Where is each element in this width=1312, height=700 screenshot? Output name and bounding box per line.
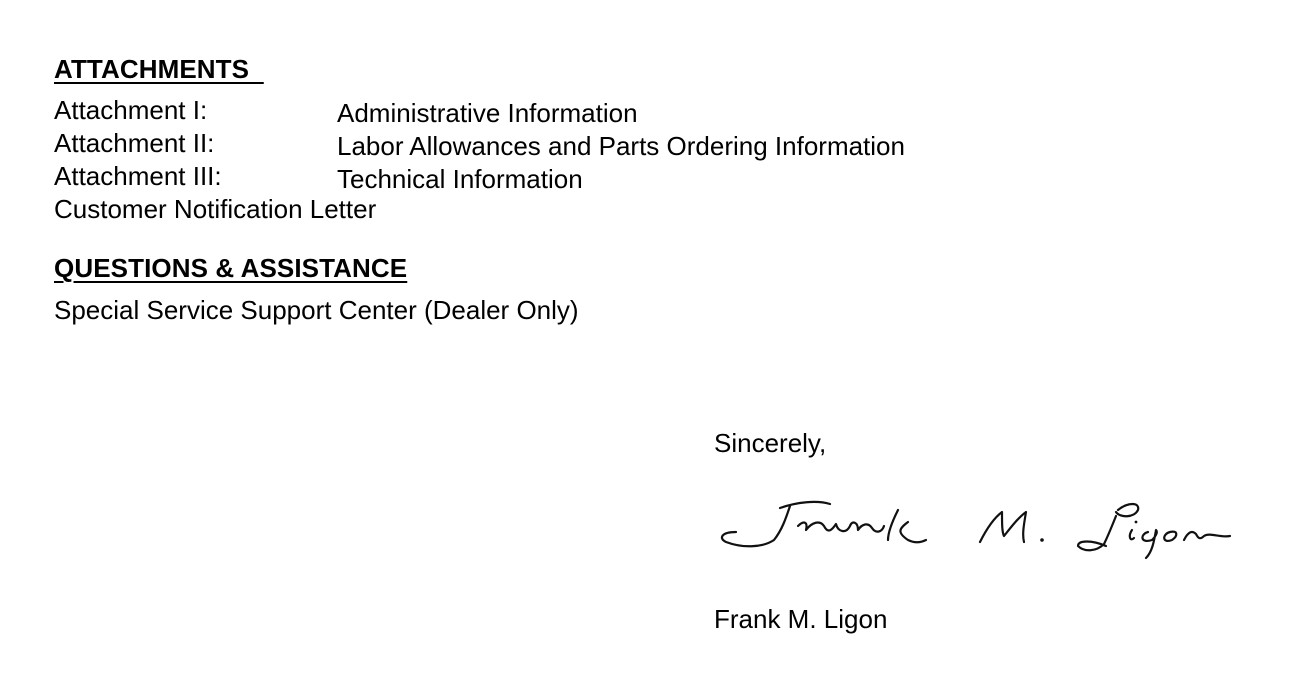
attachment-description: Labor Allowances and Parts Ordering Information — [337, 131, 905, 161]
attachment-label: Attachment II: — [54, 128, 215, 158]
signer-name: Frank M. Ligon — [714, 604, 888, 634]
attachment-label: Attachment III: — [54, 161, 222, 191]
attachment-description: Administrative Information — [337, 98, 638, 128]
attachment-description: Technical Information — [337, 164, 583, 194]
handwritten-signature — [712, 496, 1242, 576]
customer-notification-letter: Customer Notification Letter — [54, 194, 377, 224]
closing-salutation: Sincerely, — [714, 428, 827, 458]
attachment-label: Attachment I: — [54, 95, 208, 125]
support-center-text: Special Service Support Center (Dealer Only) — [54, 295, 579, 325]
attachments-heading: ATTACHMENTS — [54, 54, 264, 84]
questions-heading: QUESTIONS & ASSISTANCE — [54, 253, 408, 283]
